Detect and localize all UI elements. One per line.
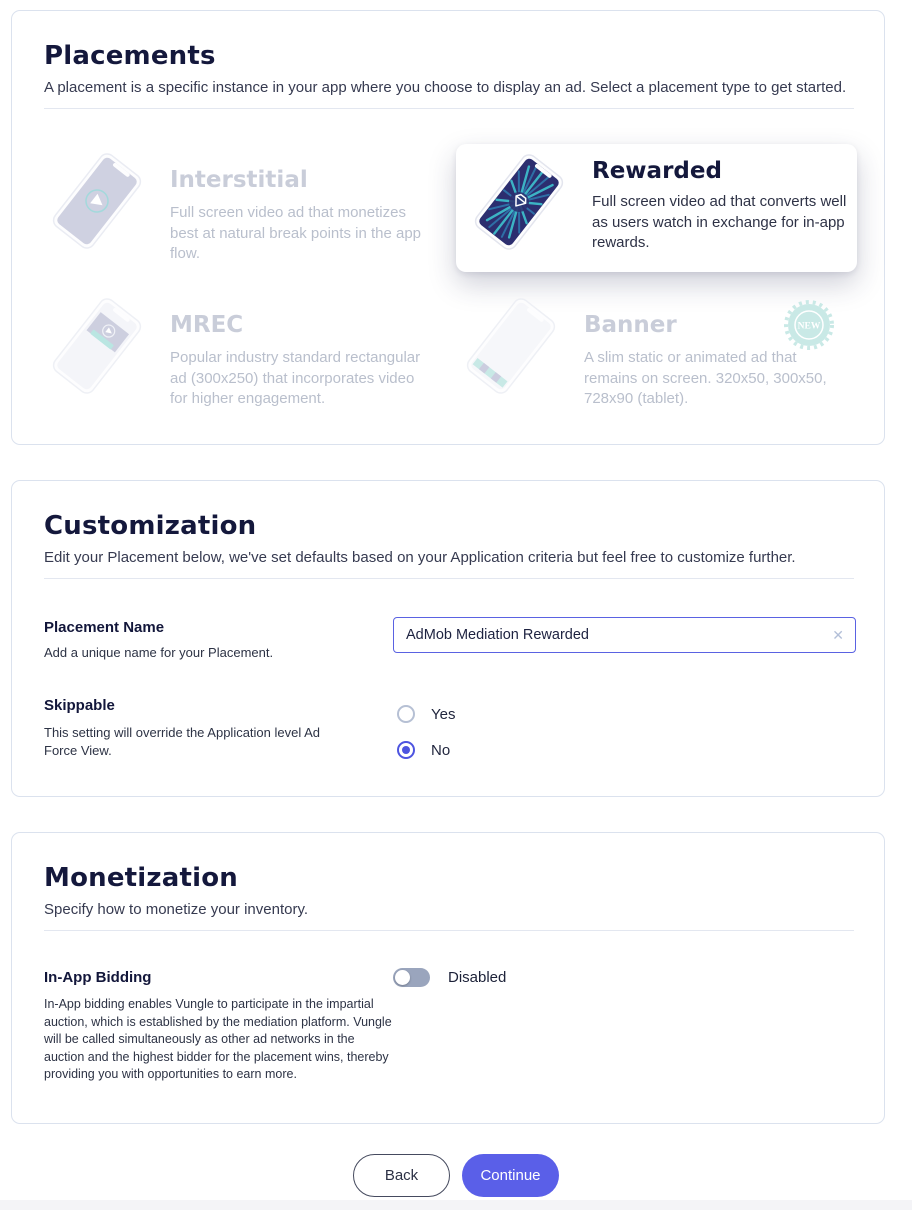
back-button[interactable]: Back <box>353 1154 450 1197</box>
new-badge-icon <box>783 299 835 351</box>
placement-name-help: Add a unique name for your Placement. <box>44 645 274 660</box>
toggle-knob <box>395 970 410 985</box>
divider <box>44 108 854 109</box>
placement-type-title: Banner <box>584 312 677 338</box>
clear-input-icon[interactable]: ✕ <box>832 627 844 643</box>
placement-type-title: Interstitial <box>170 167 308 193</box>
toggle-off-switch[interactable] <box>393 968 430 987</box>
placement-type-title: Rewarded <box>592 158 722 184</box>
placement-type-description: Popular industry standard rectangular ad (300x250) that incorporates video for higher engagement. <box>170 349 421 408</box>
placement-type-description: A slim static or animated ad that remains on screen. 320x50, 300x50, 728x90 (tablet). <box>584 349 827 408</box>
svg-text:NEW: NEW <box>797 321 821 332</box>
in-app-bidding-help: In-App bidding enables Vungle to participate in the impartial auction, which is established by the mediation platform. Vungle will be called simultaneously as other ad networks in the auction and the highest bidder for the placement wins, thereby providing you with opportunities to earn more. <box>44 997 392 1081</box>
skippable-option-no[interactable] <box>397 741 450 759</box>
in-app-bidding-label: In-App Bidding <box>44 969 152 986</box>
skippable-help: This setting will override the Application level Ad Force View. <box>44 725 321 759</box>
page-bottom-strip <box>0 1200 912 1210</box>
placement-type-description: Full screen video ad that monetizes best at natural break points in the app flow. <box>170 204 422 263</box>
radio-label: Yes <box>431 705 456 723</box>
placement-type-description: Full screen video ad that converts well as users watch in exchange for in-app rewards. <box>592 193 847 252</box>
placement-type-rewarded[interactable] <box>456 144 857 272</box>
placement-type-interstitial[interactable] <box>42 149 447 265</box>
banner-phone-icon <box>456 294 584 402</box>
rewarded-phone-icon <box>464 150 592 258</box>
placements-card <box>11 10 885 445</box>
in-app-bidding-toggle-row <box>393 968 506 987</box>
monetization-card <box>11 832 885 1124</box>
placements-title: Placements <box>44 41 216 71</box>
customization-subtitle: Edit your Placement below, we've set defaults based on your Application criteria but feel free to customize further. <box>44 549 796 566</box>
monetization-subtitle: Specify how to monetize your inventory. <box>44 901 309 918</box>
placements-subtitle: A placement is a specific instance in your app where you choose to display an ad. Select a placement type to get started. <box>44 79 847 96</box>
footer-actions <box>0 1154 912 1197</box>
placement-name-field-wrap <box>393 617 856 653</box>
interstitial-phone-icon <box>42 149 170 257</box>
divider <box>44 930 854 931</box>
radio-unchecked-icon[interactable] <box>397 705 415 723</box>
placement-name-input[interactable] <box>393 617 856 653</box>
radio-label: No <box>431 741 451 759</box>
continue-button[interactable]: Continue <box>462 1154 559 1197</box>
toggle-state-label: Disabled <box>448 969 507 986</box>
placement-name-label: Placement Name <box>44 619 165 636</box>
skippable-label: Skippable <box>44 697 115 714</box>
mrec-phone-icon <box>42 294 170 402</box>
customization-title: Customization <box>44 511 257 541</box>
divider <box>44 578 854 579</box>
skippable-option-yes[interactable] <box>397 705 455 723</box>
placement-type-title: MREC <box>170 312 244 338</box>
radio-checked-icon[interactable] <box>397 741 415 759</box>
monetization-title: Monetization <box>44 863 239 893</box>
placement-type-mrec[interactable] <box>42 294 447 410</box>
customization-card <box>11 480 885 797</box>
